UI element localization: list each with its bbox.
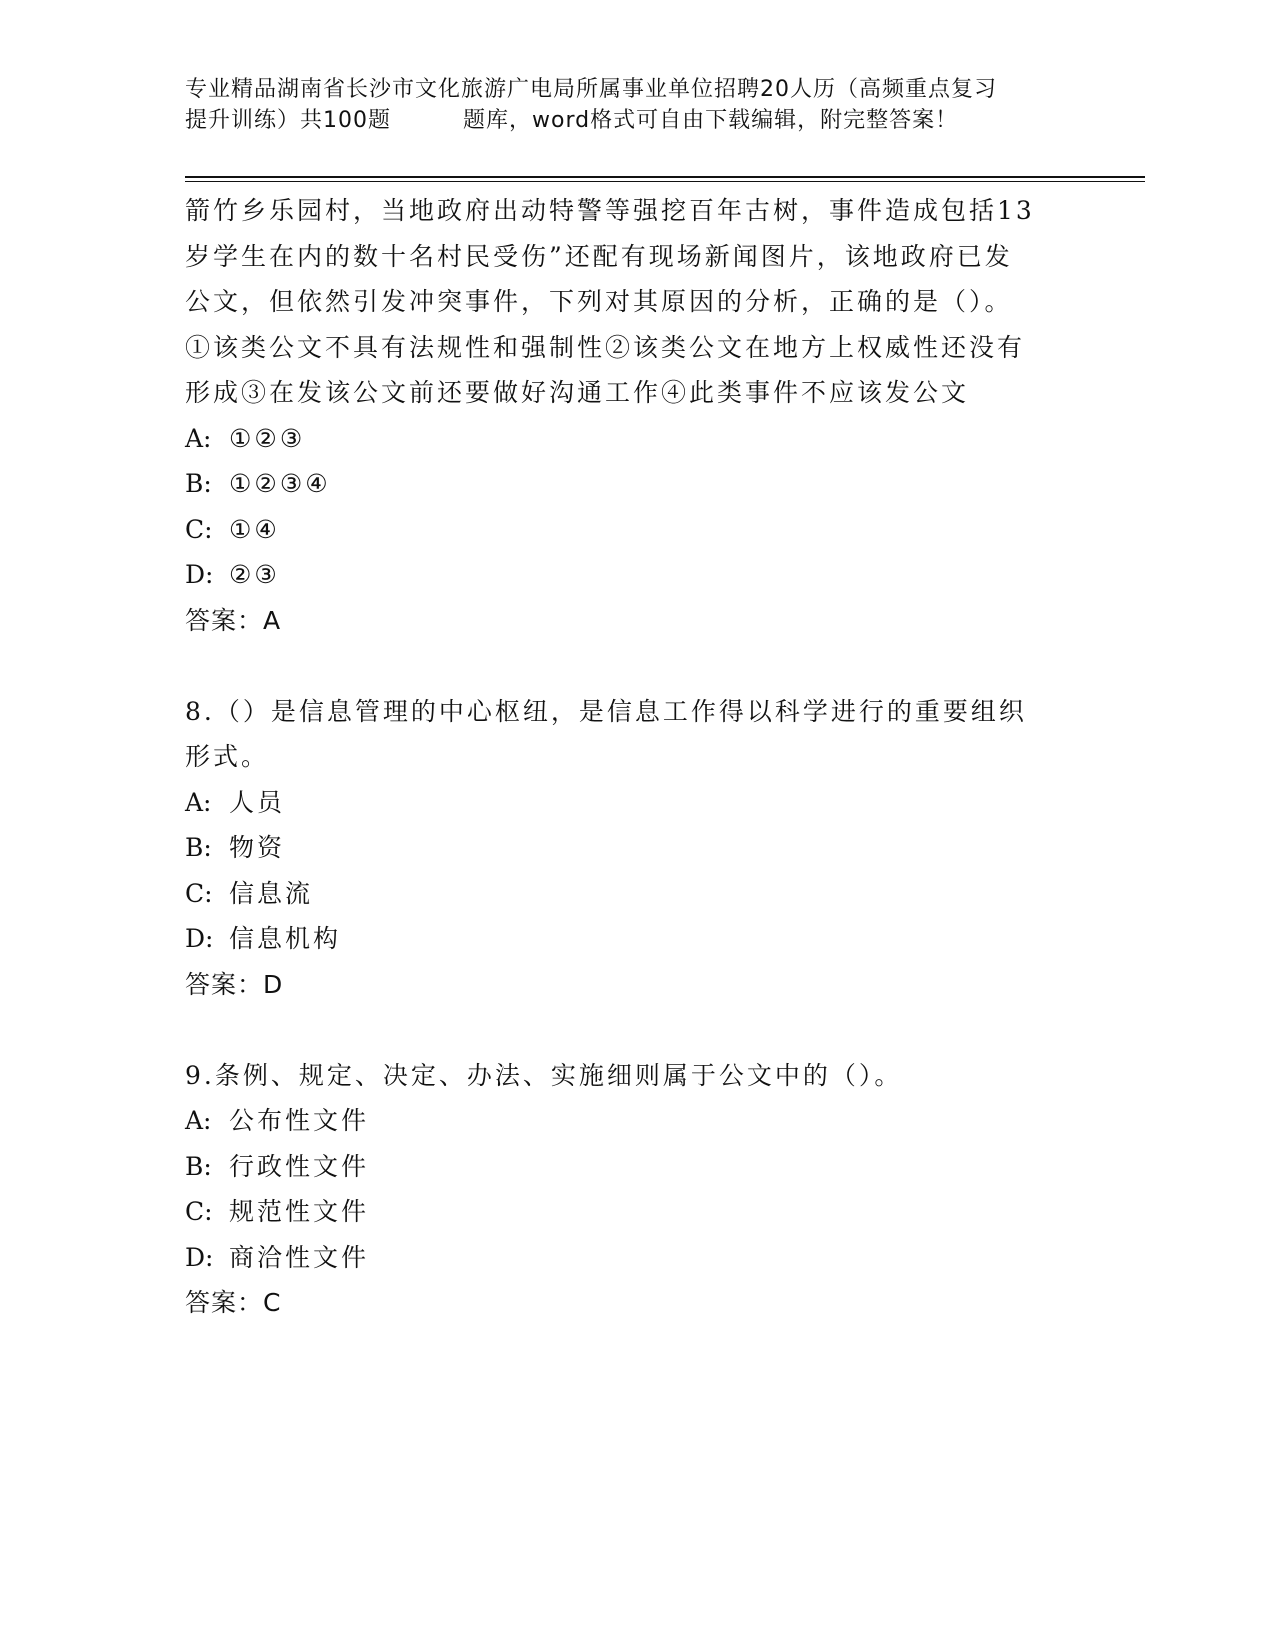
option-d bbox=[185, 552, 1065, 598]
answer-line: 答案：D bbox=[185, 969, 284, 999]
option-a bbox=[185, 780, 1065, 826]
question-text-line: ①该类公文不具有法规性和强制性②该类公文在地方上权威性还没有 bbox=[185, 332, 1026, 362]
option-label: A: bbox=[185, 1106, 212, 1135]
option-label: D: bbox=[185, 1242, 214, 1272]
question-text-line: 8.（）是信息管理的中心枢纽，是信息工作得以科学进行的重要组织 bbox=[185, 696, 1027, 726]
option-label: C: bbox=[185, 1197, 213, 1226]
option-b bbox=[185, 461, 1065, 507]
option-label: B: bbox=[185, 1151, 212, 1181]
option-text: 商洽性文件 bbox=[229, 1242, 370, 1272]
question-text-line: 形成③在发该公文前还要做好沟通工作④此类事件不应该发公文 bbox=[185, 378, 970, 407]
header-line-2-part-a: 提升训练）共100题 bbox=[185, 108, 391, 133]
header-divider-thick bbox=[185, 176, 1145, 178]
option-label: C: bbox=[185, 878, 213, 908]
option-d bbox=[185, 1235, 1065, 1281]
answer-line: 答案：A bbox=[185, 605, 282, 635]
option-text: 规范性文件 bbox=[229, 1197, 370, 1226]
option-text: 信息机构 bbox=[229, 924, 342, 953]
option-text: 行政性文件 bbox=[229, 1151, 370, 1181]
header-line-2 bbox=[185, 105, 1065, 136]
option-text: 人员 bbox=[229, 787, 286, 817]
question-7 bbox=[185, 188, 1065, 643]
option-label: A: bbox=[185, 787, 212, 817]
option-b bbox=[185, 1144, 1065, 1190]
option-label: C: bbox=[185, 514, 213, 544]
option-text: ①②③ bbox=[229, 423, 306, 453]
answer-line: 答案：C bbox=[185, 1288, 282, 1317]
option-a bbox=[185, 1098, 1065, 1144]
option-text: 信息流 bbox=[229, 878, 314, 908]
option-text: ②③ bbox=[229, 560, 280, 589]
option-a bbox=[185, 416, 1065, 462]
option-b bbox=[185, 825, 1065, 871]
header-line-1: 专业精品湖南省长沙市文化旅游广电局所属事业单位招聘20人历（高频重点复习 bbox=[185, 77, 997, 102]
option-c bbox=[185, 507, 1065, 553]
option-text: 物资 bbox=[229, 833, 286, 862]
page-header bbox=[185, 74, 1065, 136]
question-text-line: 公文，但依然引发冲突事件，下列对其原因的分析，正确的是（）。 bbox=[185, 287, 1013, 316]
option-text: ①④ bbox=[229, 514, 280, 544]
option-label: D: bbox=[185, 924, 214, 953]
option-label: B: bbox=[185, 469, 212, 498]
question-text-line: 箭竹乡乐园村，当地政府出动特警等强挖百年古树，事件造成包括13 bbox=[185, 196, 1035, 225]
question-text-line: 形式。 bbox=[185, 742, 270, 771]
option-c bbox=[185, 871, 1065, 917]
option-d bbox=[185, 916, 1065, 962]
question-text-line: 9.条例、规定、决定、办法、实施细则属于公文中的（）。 bbox=[185, 1060, 903, 1090]
question-text-line: 岁学生在内的数十名村民受伤”还配有现场新闻图片，该地政府已发 bbox=[185, 241, 1013, 271]
option-c bbox=[185, 1189, 1065, 1235]
question-9 bbox=[185, 1053, 1065, 1326]
question-8 bbox=[185, 689, 1065, 1008]
header-line-2-part-b: 题库，word格式可自由下载编辑，附完整答案！ bbox=[463, 108, 959, 133]
option-text: 公布性文件 bbox=[229, 1106, 370, 1135]
option-label: D: bbox=[185, 560, 214, 589]
header-divider-thin bbox=[185, 181, 1145, 182]
option-label: A: bbox=[185, 423, 212, 453]
option-label: B: bbox=[185, 833, 212, 862]
option-text: ①②③④ bbox=[229, 469, 331, 498]
question-content bbox=[185, 188, 1065, 1326]
